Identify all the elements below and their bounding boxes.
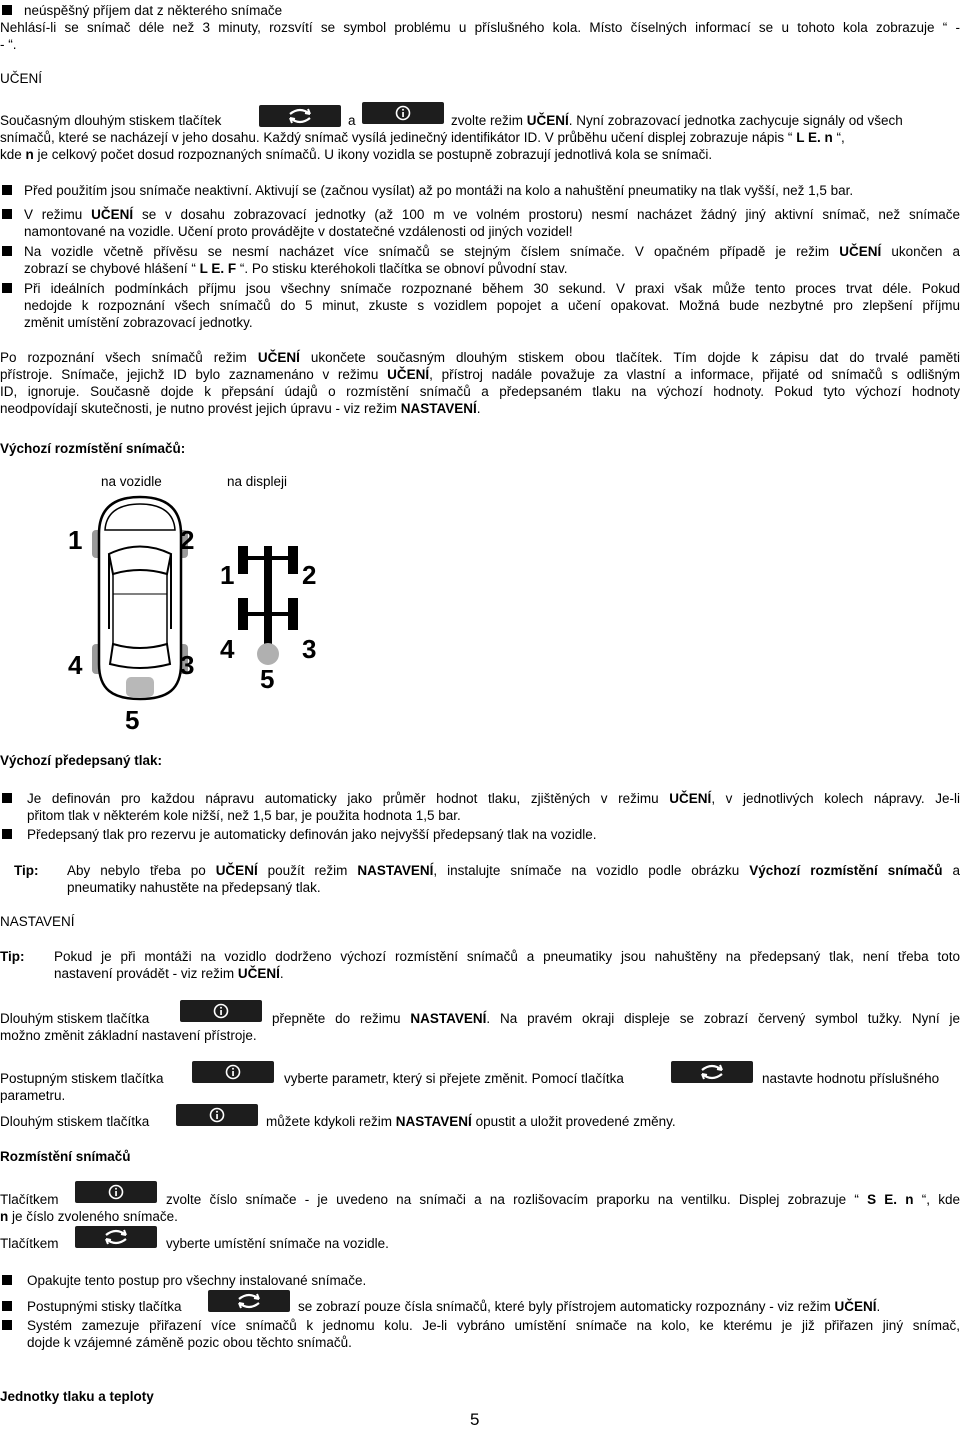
paragraph-line: přístroje. Snímače, jejichž ID bylo zaznamenáno v režimu UČENÍ, přístroj nadále považuje za vlastní a informace, přijaté od snímačů s odlišným — [0, 367, 960, 382]
info-icon — [225, 1064, 241, 1080]
bullet-text: Předepsaný tlak pro rezervu je automaticky definován jako nejvyšší předepsaný tlak na vozidle. — [27, 827, 597, 842]
paragraph-word: a — [348, 113, 356, 128]
page-number: 5 — [470, 1410, 480, 1429]
display-sensor-number: 4 — [220, 634, 235, 664]
paragraph-line: Současným dlouhým stiskem tlačítek — [0, 113, 222, 128]
paragraph-line: zvolte číslo snímače - je uvedeno na snímači a na rozlišovacím praporku na ventilku. Displej zobrazuje “ S E. n “, kde — [166, 1192, 960, 1207]
label-display: na displeji — [227, 474, 288, 489]
figure-heading: Výchozí rozmístění snímačů: — [0, 441, 186, 456]
bullet-text: namontované na vozidle. Učení proto provádějte v dostatečné vzdálenosti od jiných vozidel! — [24, 224, 573, 239]
bullet-text: zobrazí se chybové hlášení “ L E. F “. Po stisku kteréhokoli tlačítka se obnoví původní stav. — [24, 261, 568, 276]
paragraph-line: můžete kdykoli režim NASTAVENÍ opustit a uložit provedené změny. — [266, 1114, 676, 1129]
section-heading-rozmisteni: Rozmístění snímačů — [0, 1149, 131, 1164]
bullet-text: změnit umístění zobrazovací jednotky. — [24, 315, 253, 330]
label-vehicle: na vozidle — [101, 474, 162, 489]
info-button[interactable] — [362, 102, 444, 124]
info-icon — [213, 1003, 229, 1019]
display-sensor-number: 1 — [220, 560, 235, 590]
bullet-text: přitom tlak v některém kole nižší, než 1,5 bar, je použita hodnota 1,5 bar. — [27, 808, 461, 823]
bullet-text: dojde k vzájemné záměně pozic obou těchto snímačů. — [27, 1335, 352, 1350]
bullet-square — [2, 283, 12, 293]
info-button[interactable] — [180, 1000, 262, 1022]
bullet-text: Systém zamezuje přiřazení více snímačů k jednomu kolu. Je-li vybráno umístění snímače na kolo, ke kterému je již přiřazen jiný snímač, — [27, 1318, 960, 1333]
paragraph-line: možno změnit základní nastavení přístroje. — [0, 1028, 257, 1043]
bullet-square — [2, 1320, 12, 1330]
paragraph-line: přepněte do režimu NASTAVENÍ. Na pravém okraji displeje se zobrazí červený symbol tužky. Nyní je — [272, 1011, 960, 1026]
bullet-text: Na vozidle včetně přívěsu se nesmí nacházet více snímačů se stejným číslem snímače. V opačném případě je režim UČENÍ ukončen a — [24, 244, 960, 259]
car-sensor-number: 2 — [180, 525, 195, 555]
display-sensor-number: 2 — [302, 560, 317, 590]
mode-button[interactable] — [259, 105, 341, 127]
paragraph-line: - “. — [0, 37, 17, 52]
bullet-text: Postupnými stisky tlačítka — [27, 1299, 182, 1314]
tip-text: Pokud je při montáži na vozidlo dodrženo výchozí rozmístění snímačů a pneumatiky jsou nahuštěny na předepsaný tlak, není třeba toto — [54, 949, 960, 964]
paragraph-line: nastavte hodnotu příslušného — [762, 1071, 940, 1086]
section-heading-units: Jednotky tlaku a teploty — [0, 1389, 154, 1404]
bullet-text: Při ideálních podmínkách příjmu jsou všechny snímače rozpoznané během 30 sekund. V praxi však může tento proces trvat déle. Pokud — [24, 281, 960, 296]
tip-text: nastavení provádět - viz režim UČENÍ. — [54, 966, 284, 981]
pressure-heading: Výchozí předepsaný tlak: — [0, 753, 163, 768]
car-top-view-illustration — [90, 494, 190, 704]
display-sensor-number: 5 — [260, 664, 275, 694]
bullet-text: V režimu UČENÍ se v dosahu zobrazovací jednotky (až 100 m ve volném prostoru) nesmí nacházet žádný jiný aktivní snímač, než snímače — [24, 207, 960, 222]
tip-text: pneumatiky nahustěte na předepsaný tlak. — [67, 880, 321, 895]
bullet-text: Opakujte tento postup pro všechny instalované snímače. — [27, 1273, 367, 1288]
paragraph-line: Dlouhým stiskem tlačítka — [0, 1011, 150, 1026]
paragraph-line: vyberte parametr, který si přejete změnit. Pomocí tlačítka — [284, 1071, 624, 1086]
paragraph-line: snímačů, které se nacházejí v jeho dosahu. Každý snímač vysílá jedinečný identifikátor ID. V průběhu učení displej zobrazuje nápis “ L E. n “, — [0, 130, 845, 145]
bullet-square — [2, 5, 12, 15]
paragraph-line: Dlouhým stiskem tlačítka — [0, 1114, 150, 1129]
paragraph-line: Postupným stiskem tlačítka — [0, 1071, 164, 1086]
car-sensor-number: 1 — [68, 525, 83, 555]
paragraph-line: Nehlásí-li se snímač déle než 3 minuty, rozsvítí se symbol problému u příslušného kola. Místo číselných informací se u tohoto kola zobrazuje “ - — [0, 20, 960, 35]
paragraph-line: vyberte umístění snímače na vozidle. — [166, 1236, 389, 1251]
section-heading-nastaveni: NASTAVENÍ — [0, 914, 75, 929]
mode-button[interactable] — [75, 1226, 157, 1248]
bullet-square — [2, 829, 12, 839]
info-button[interactable] — [192, 1061, 274, 1083]
paragraph-line: Tlačítkem — [0, 1192, 59, 1207]
bullet-square — [2, 1301, 12, 1311]
display-sensor-number: 3 — [302, 634, 317, 664]
bullet-text: Před použitím jsou snímače neaktivní. Aktivují se (začnou vysílat) až po montáži na kolo a nahuštění pneumatiky na tlak vyšší, než 1,5 bar. — [24, 183, 854, 198]
car-sensor-number: 3 — [180, 650, 195, 680]
info-button[interactable] — [176, 1104, 258, 1126]
section-heading-uceni: UČENÍ — [0, 71, 43, 86]
car-sensor-number: 4 — [68, 650, 83, 680]
tip-text: Aby nebylo třeba po UČENÍ použít režim NASTAVENÍ, instalujte snímače na vozidlo podle obrázku Výchozí rozmístění snímačů a — [67, 863, 960, 878]
bullet-square — [2, 793, 12, 803]
arrows-cycle-icon — [698, 1064, 726, 1080]
paragraph-line: n je číslo zvoleného snímače. — [0, 1209, 178, 1224]
bullet-text: nedojde k rozpoznání všech snímačů do 5 minut, zkuste s vozidlem popojet a učení opakovat. Možná bude nezbytné pro zlepšení příjmu — [24, 298, 960, 313]
paragraph-line: kde n je celkový počet dosud rozpoznaných snímačů. U ikony vozidla se postupně zobrazují jednotlivá kola se snímači. — [0, 147, 713, 162]
mode-button[interactable] — [671, 1061, 753, 1083]
paragraph-line: neodpovídají skutečnosti, je nutno provést jejich úpravu - viz režim NASTAVENÍ. — [0, 401, 481, 416]
arrows-cycle-icon — [102, 1229, 130, 1245]
info-icon — [209, 1107, 225, 1123]
paragraph-line: parametru. — [0, 1088, 66, 1103]
tip-label: Tip: — [0, 949, 25, 964]
mode-button[interactable] — [208, 1290, 290, 1312]
bullet-text: Je definován pro každou nápravu automaticky jako průměr hodnot tlaku, zjištěných v režimu UČENÍ, v jednotlivých kolech nápravy. Je-li — [27, 791, 960, 806]
arrows-cycle-icon — [235, 1293, 263, 1309]
bullet-text: se zobrazí pouze čísla snímačů, které byly přístrojem automaticky rozpoznány - viz režim UČENÍ. — [298, 1299, 881, 1314]
bullet-square — [2, 246, 12, 256]
info-button[interactable] — [75, 1181, 157, 1203]
failed-reception-bullet: neúspěšný příjem dat z některého snímače — [24, 3, 283, 18]
paragraph-line: zvolte režim UČENÍ. Nyní zobrazovací jednotka zachycuje signály od všech — [451, 113, 903, 128]
bullet-square — [2, 209, 12, 219]
car-sensor-number: 5 — [125, 705, 140, 735]
bullet-square — [2, 1275, 12, 1285]
bullet-square — [2, 185, 12, 195]
paragraph-line: Po rozpoznání všech snímačů režim UČENÍ ukončete současným dlouhým stiskem obou tlačítek. Tím dojde k zápisu dat do trvalé paměti — [0, 350, 960, 365]
paragraph-line: ID, ignoruje. Současně dojde k přepsání údajů o rozmístění snímačů a předepsaném tlaku na výchozí hodnoty. Pokud tyto výchozí hodnoty — [0, 384, 960, 399]
tip-label: Tip: — [14, 863, 39, 878]
paragraph-line: Tlačítkem — [0, 1236, 59, 1251]
display-axle-icon — [236, 544, 300, 670]
arrows-cycle-icon — [286, 108, 314, 124]
info-icon — [395, 105, 411, 121]
info-icon — [108, 1184, 124, 1200]
